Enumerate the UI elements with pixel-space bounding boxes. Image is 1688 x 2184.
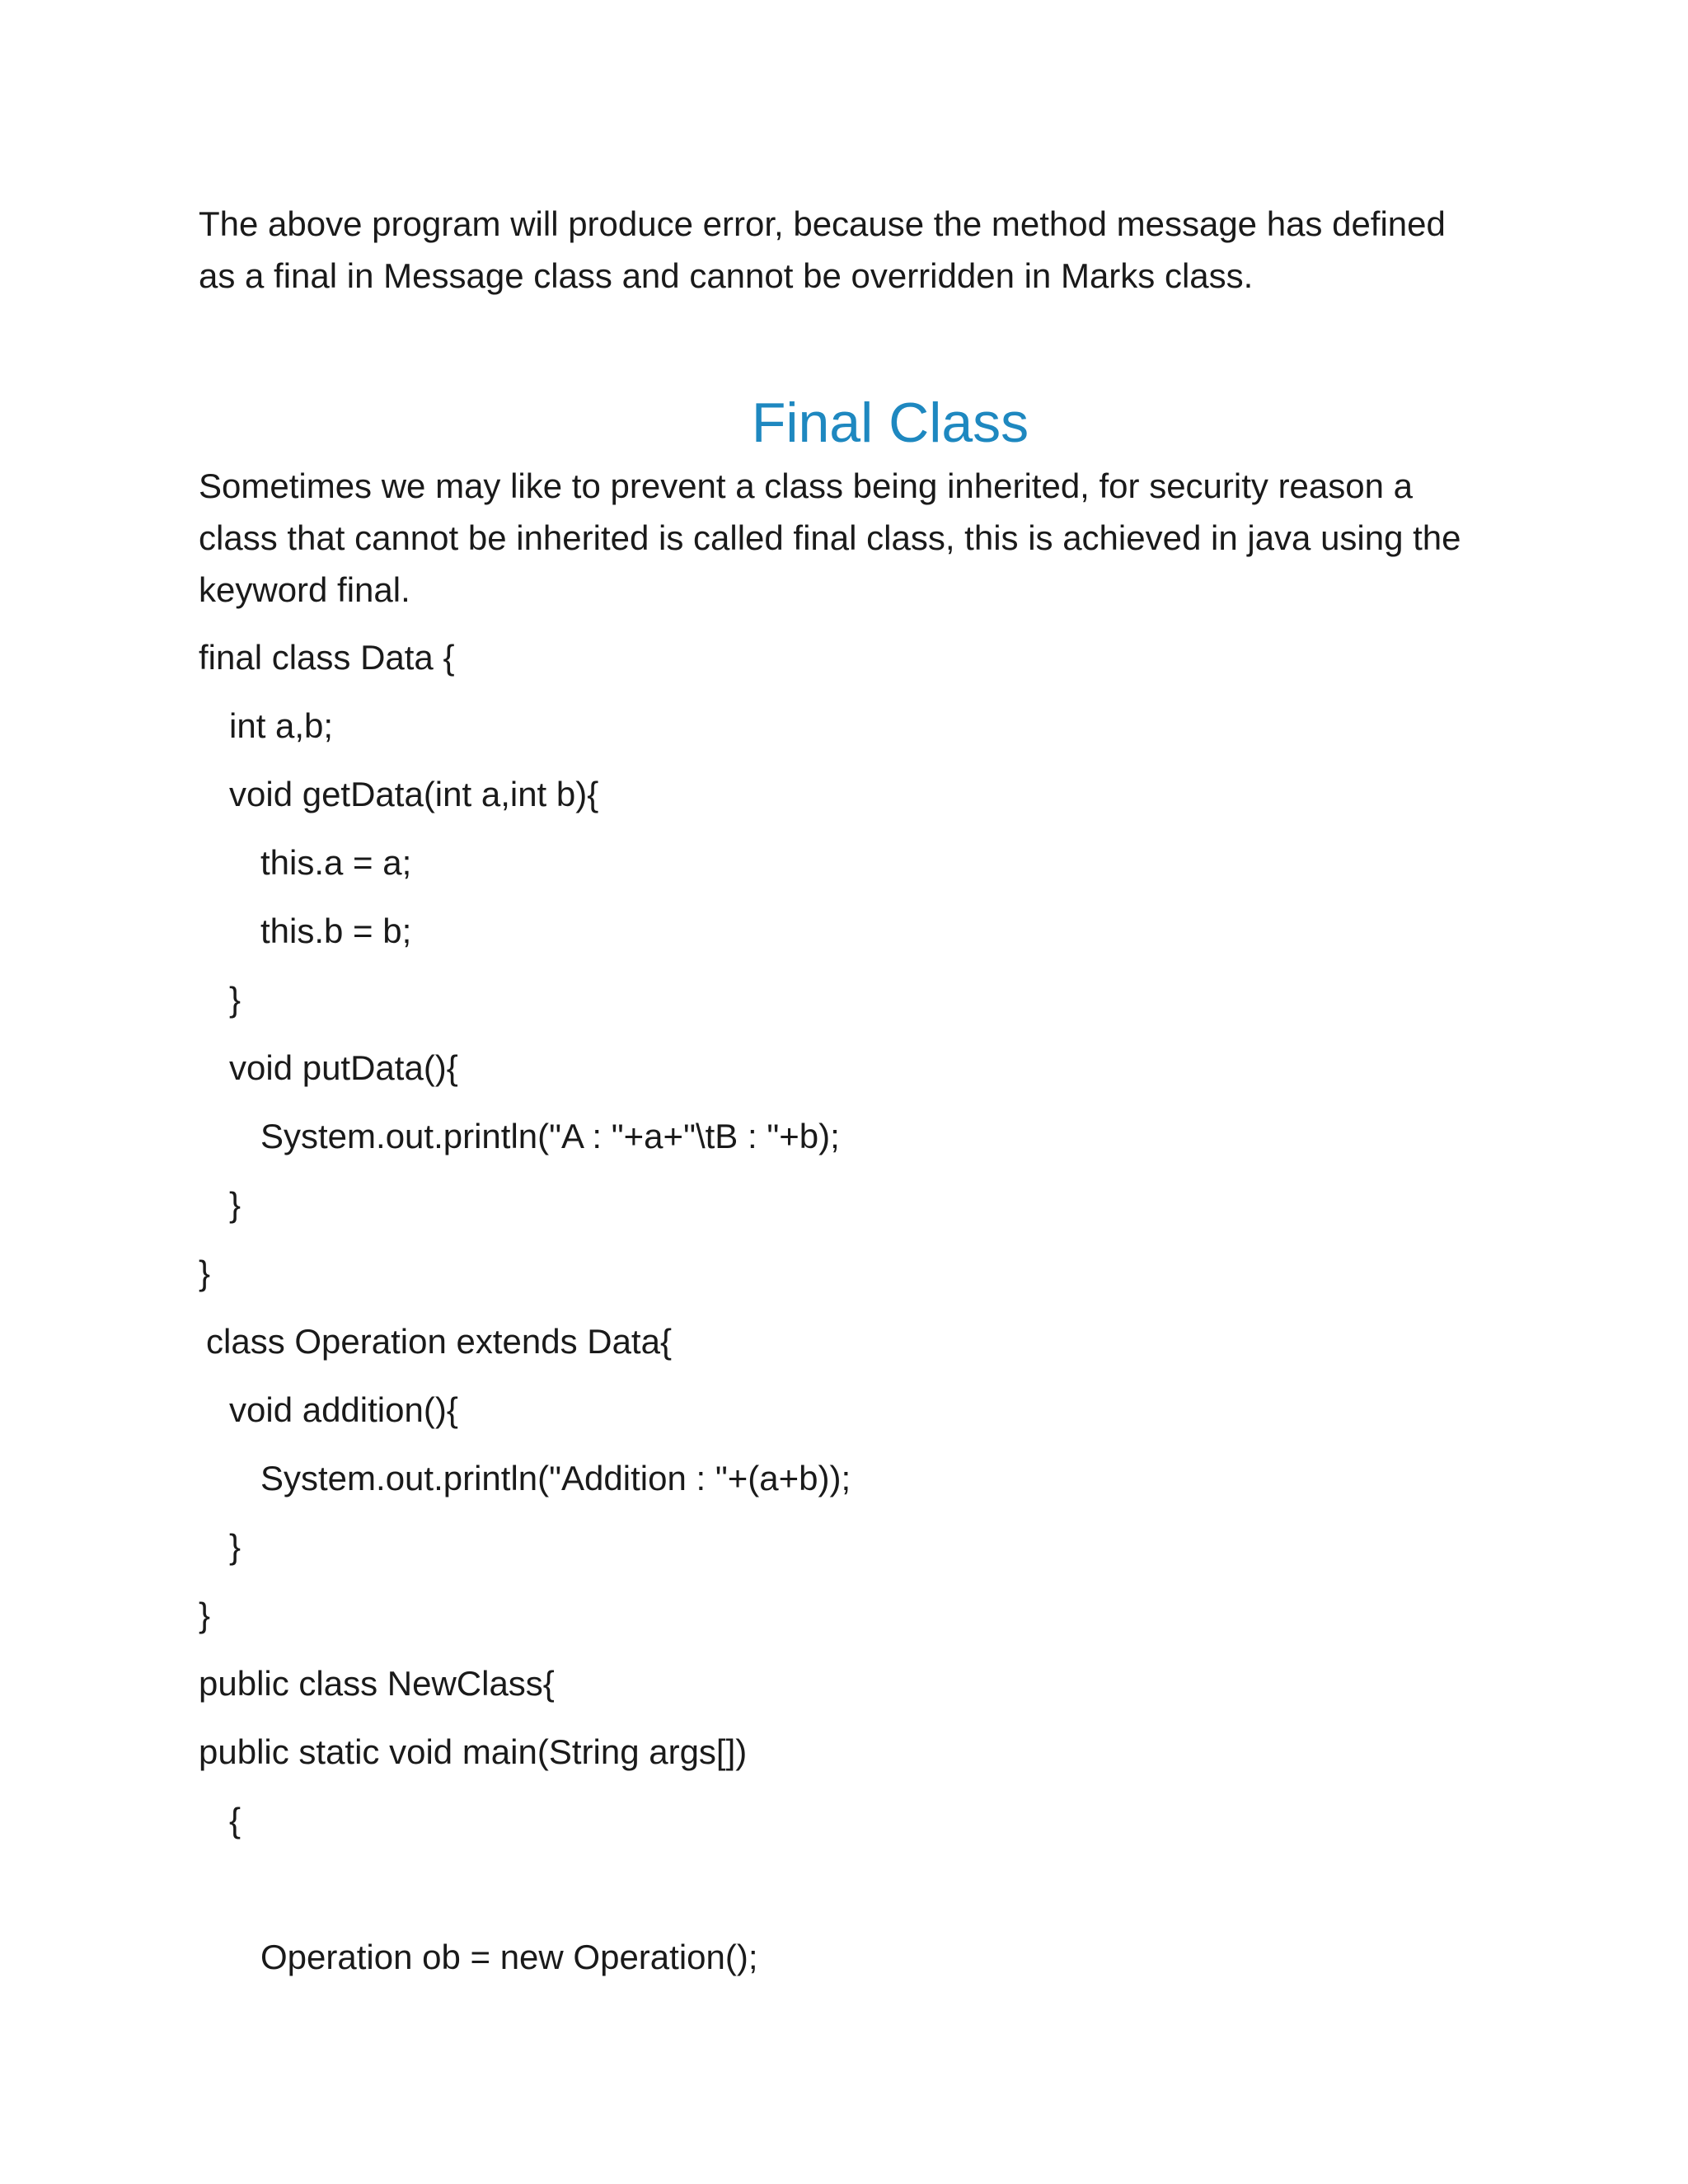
code-line: } xyxy=(199,1254,211,1292)
intro-line-2: as a final in Message class and cannot be overridden in Marks class. xyxy=(199,256,1254,295)
section-body-line-2: class that cannot be inherited is called final class, this is achieved in java using the xyxy=(199,518,1461,557)
section-body-line-1: Sometimes we may like to prevent a class being inherited, for security reason a xyxy=(199,466,1414,505)
code-line: this.b = b; xyxy=(260,912,412,950)
code-line: Operation ob = new Operation(); xyxy=(260,1938,758,1976)
code-line: } xyxy=(199,1596,211,1634)
code-line: class Operation extends Data{ xyxy=(206,1322,672,1361)
code-line: public class NewClass{ xyxy=(199,1664,555,1703)
code-line: System.out.println("Addition : "+(a+b)); xyxy=(260,1459,851,1497)
code-line: void addition(){ xyxy=(229,1390,458,1429)
code-line: this.a = a; xyxy=(260,843,412,882)
section-heading: Final Class xyxy=(751,391,1029,454)
code-line: System.out.println("A : "+a+"\tB : "+b); xyxy=(260,1117,840,1155)
section-body-line-3: keyword final. xyxy=(199,570,410,609)
code-line: void putData(){ xyxy=(229,1048,458,1087)
code-line: final class Data { xyxy=(199,638,455,677)
code-line: int a,b; xyxy=(229,706,334,745)
code-line: } xyxy=(229,1185,241,1224)
code-line: } xyxy=(229,980,241,1019)
code-line: public static void main(String args[]) xyxy=(199,1732,748,1771)
code-line: } xyxy=(229,1527,241,1566)
code-line: { xyxy=(229,1801,241,1840)
intro-line-1: The above program will produce error, because the method message has defined xyxy=(199,204,1446,243)
code-line: void getData(int a,int b){ xyxy=(229,775,599,813)
